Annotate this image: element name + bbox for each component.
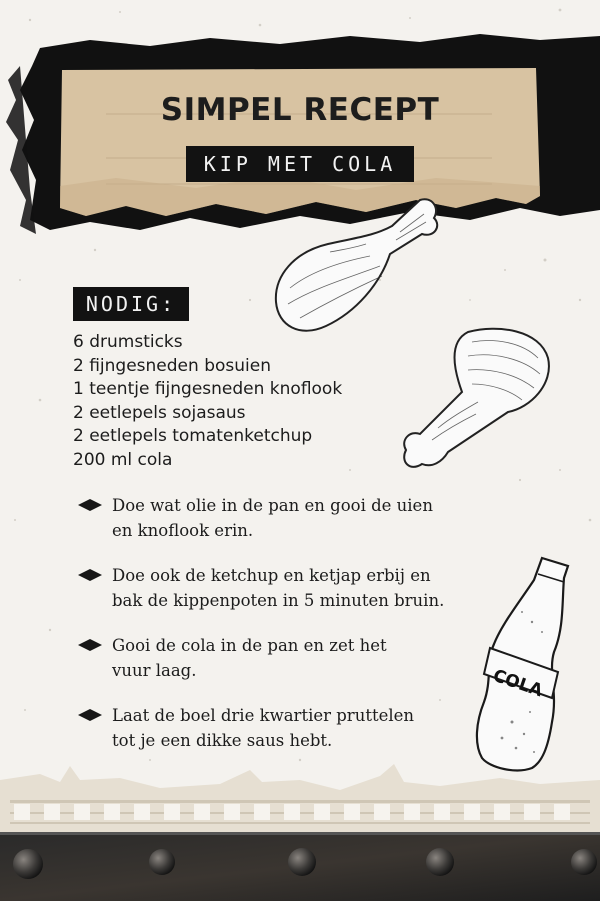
- ingredient-list: [73, 331, 342, 472]
- ingredient-item: 6 drumsticks: [73, 332, 183, 352]
- step-line: Gooi de cola in de pan en zet het: [112, 636, 387, 655]
- step-line: Laat de boel drie kwartier pruttelen: [112, 706, 415, 725]
- step-line: Doe ook de ketchup en ketjap erbij en: [112, 566, 431, 585]
- ingredient-item: 2 fijngesneden bosuien: [73, 355, 271, 376]
- step-line: vuur laag.: [112, 661, 197, 680]
- ingredients-label: NODIG:: [73, 287, 189, 321]
- cola-bottle-icon: [472, 552, 577, 774]
- step-line: bak de kippenpoten in 5 minuten bruin.: [112, 591, 445, 610]
- chicken-drumstick-icon: [270, 192, 445, 340]
- step-line: en knoflook erin.: [112, 521, 254, 540]
- step-line: Doe wat olie in de pan en gooi de uien: [112, 496, 433, 515]
- step-line: tot je een dikke saus hebt.: [112, 731, 333, 750]
- chicken-drumstick-icon: [398, 322, 554, 478]
- page-title: SIMPEL RECEPT: [160, 92, 440, 128]
- ingredient-item: 1 teentje fijngesneden knoflook: [73, 379, 343, 399]
- metal-plate: [0, 832, 600, 901]
- bottle-label: COLA: [490, 665, 546, 702]
- instruction-step: [78, 493, 552, 543]
- ingredient-item: 2 eetlepels sojasaus: [73, 402, 246, 423]
- diamond-arrow-bullet-icon: [78, 499, 102, 511]
- diamond-arrow-bullet-icon: [78, 639, 102, 651]
- recipe-subtitle: KIP MET COLA: [186, 146, 414, 182]
- diamond-arrow-bullet-icon: [78, 569, 102, 581]
- diamond-arrow-bullet-icon: [78, 709, 102, 721]
- ingredient-item: 200 ml cola: [73, 449, 173, 470]
- ingredient-item: 2 eetlepels tomatenketchup: [73, 426, 313, 446]
